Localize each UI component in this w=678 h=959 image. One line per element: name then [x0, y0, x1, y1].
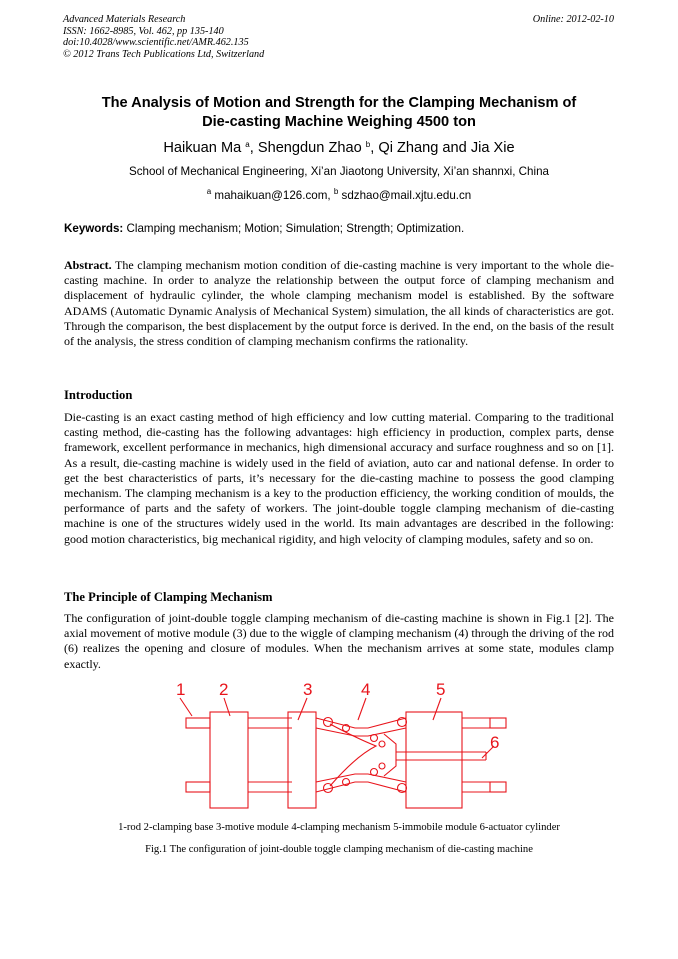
figure-label-4: 4: [361, 680, 371, 699]
figure-legend: 1-rod 2-clamping base 3-motive module 4-clamping mechanism 5-immobile module 6-actuator cylinder: [118, 822, 560, 833]
affiliation: School of Mechanical Engineering, Xi’an Jiaotong University, Xi’an shannxi, China: [129, 165, 549, 178]
email-1[interactable]: mahaikuan@126.com,: [214, 189, 331, 202]
introduction-text: Die-casting is an exact casting method of high efficiency and low cutting material. Comparing to the traditional casting method, die-casting has the following advantages: high efficiency in production, complex parts, dense framework, excellent performance in mechanics, high dimensional accuracy and surface roughness and so on [1]. As a result, die-casting machine is widely used in the field of aviation, auto car and national defense. In order to get the best characteristics of parts, it’s necessary for the die-casting machine to possess the good clamping mechanism. The clamping mechanism is a key to the production efficiency, the working condition of moulds, the performance of parts and the safety of workers. The joint-double toggle clamping mechanism of die-casting machine is one of the structures widely used in the world. Its main advantages are described in the following: good motion characteristics, big mechanical rigidity, and high velocity of clamping modules, safety and so on.: [64, 410, 614, 546]
keywords-text: Clamping mechanism; Motion; Simulation; Strength; Optimization.: [126, 222, 465, 235]
clamping-base-shape: [210, 712, 248, 808]
title-line-2: Die-casting Machine Weighing 4500 ton: [202, 114, 476, 130]
figure-label-1: 1: [176, 680, 186, 699]
author-2-mark: b: [365, 140, 371, 149]
journal-doi: doi:10.4028/www.scientific.net/AMR.462.135: [63, 37, 249, 48]
author-1-mark: a: [245, 140, 250, 149]
paper-title: [40, 94, 638, 132]
author-list: Haikuan Ma $^a$, Shengdun Zhao $^b$, Qi Zhang and Jia Xie: [163, 140, 515, 156]
author-emails: [40, 187, 638, 202]
principle-text: The configuration of joint-double toggle clamping mechanism of die-casting machine is shown in Fig.1 [2]. The axial movement of motive module (3) due to the wiggle of clamping mechanism (4) through the driving of the rod (6) realizes the opening and closure of modules. When the mechanism arrives at some state, modules clamp exactly.: [64, 611, 614, 671]
figure-labels: [176, 680, 499, 752]
journal-name: Advanced Materials Research: [63, 14, 186, 25]
figure-label-2: 2: [219, 680, 229, 699]
journal-issn: ISSN: 1662-8985, Vol. 462, pp 135-140: [63, 25, 224, 37]
figure-label-6: 6: [490, 733, 500, 752]
figure-label-3: 3: [303, 680, 313, 699]
journal-copyright: © 2012 Trans Tech Publications Ltd, Switzerland: [63, 48, 265, 60]
author-2: Shengdun Zhao: [257, 140, 362, 156]
figure-label-5: 5: [436, 680, 446, 699]
clamping-mechanism-figure: [170, 676, 530, 812]
email-2-mark: b: [333, 187, 339, 196]
tie-bars: [248, 718, 490, 792]
journal-header: [63, 14, 614, 60]
actuator-cylinder-shape: [396, 752, 486, 760]
email-1-mark: a: [206, 187, 212, 196]
motive-module-shape: [288, 712, 316, 808]
rear-rod-ends: [490, 718, 506, 792]
abstract-label: Abstract.: [64, 258, 112, 272]
rod-1-shape: [186, 718, 210, 792]
keywords-label: Keywords:: [64, 222, 124, 235]
abstract: [64, 258, 614, 349]
introduction-heading: Introduction: [64, 388, 133, 402]
email-2[interactable]: sdzhao@mail.xjtu.edu.cn: [341, 189, 472, 202]
abstract-text: The clamping mechanism motion condition of die-casting machine is very important to the whole die-casting machine. In order to analyze the relationship between the output force of clamping mechanism and displacement of hydraulic cylinder, the whole clamping mechanism model is established. By the software ADAMS (Automatic Dynamic Analysis of Mechanical System) simulation, the all kinds of characteristics are got. Through the comparison, the best displacement by the output force is derived. In the end, on the basis of the result of the analysis, the stress condition of clamping mechanism confirms the rationality.: [64, 258, 614, 349]
toggle-mechanism-shape: [316, 718, 407, 793]
author-1: Haikuan Ma: [163, 140, 242, 156]
figure-caption: Fig.1 The configuration of joint-double toggle clamping mechanism of die-casting machine: [145, 844, 533, 855]
title-line-1: The Analysis of Motion and Strength for the Clamping Mechanism of: [101, 95, 577, 111]
author-rest: Qi Zhang and Jia Xie: [378, 140, 515, 156]
keywords: [64, 222, 614, 235]
principle-heading: The Principle of Clamping Mechanism: [64, 590, 273, 604]
online-date: Online: 2012-02-10: [532, 14, 614, 25]
